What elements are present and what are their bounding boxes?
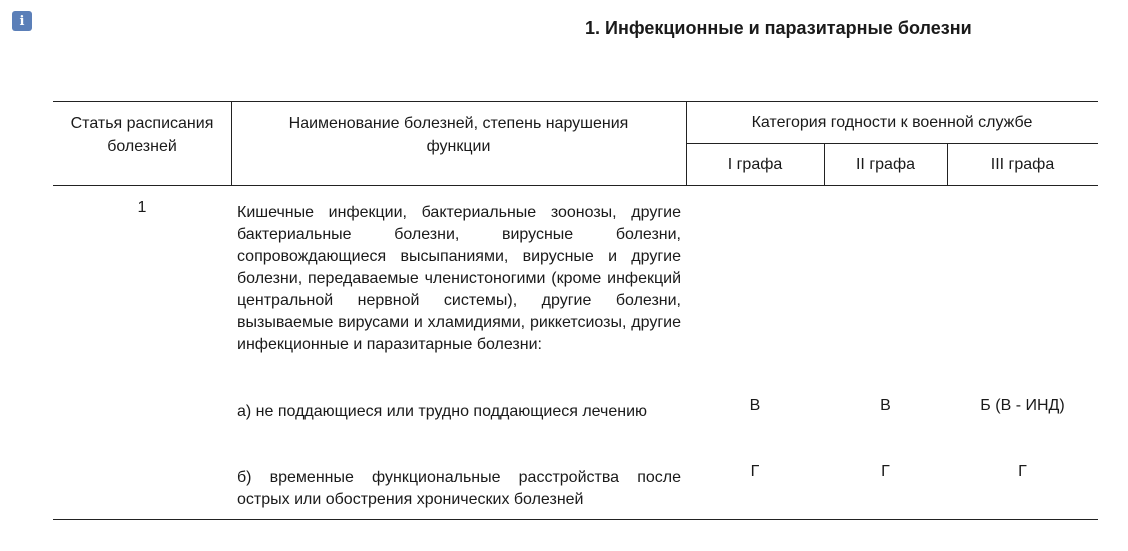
item-b-col-3: Г [1018,463,1027,480]
table-top-border [53,101,1098,102]
header-category: Категория годности к военной службе [751,114,1033,131]
header-col-1: I графа [727,156,783,173]
page-title: 1. Инфекционные и паразитарные болезни [585,18,972,38]
item-a-col-3: Б (В - ИНД) [980,397,1065,414]
item-b-text: б) временные функциональные расстройства после острых или обострения хронических болезней [237,469,681,508]
header-name-line-2: функции [426,138,491,155]
header-article [53,112,231,158]
item-b-col-1: Г [750,463,760,480]
header-name [231,112,686,158]
header-article-line-1: Статья расписания [70,115,214,132]
item-b-col-2: Г [881,463,890,480]
header-col-2: II графа [855,156,916,173]
disease-description: Кишечные инфекции, бактериальные зоонозы, другие бактериальные болезни, вирусные болезни, сопровождающиеся высыпаниями, вирусные и другие болезни, передаваемые членистоногими (кроме инфекций центральной нервной системы), другие болезни, вызываемые вирусами и хламидиями, риккетсиозы, другие инфекционные и паразитарные болезни: [237,204,681,353]
header-bottom-border [53,185,1098,186]
header-col-3: III графа [990,156,1055,173]
item-a-text: а) не поддающиеся или трудно поддающиеся лечению [237,403,648,420]
item-a-col-1: В [749,397,761,414]
header-name-line-1: Наименование болезней, степень нарушения [288,115,629,132]
category-divider [686,143,1098,144]
item-a-col-2: В [880,397,891,414]
info-icon[interactable]: i [12,11,32,31]
header-article-line-2: болезней [107,138,177,155]
article-number: 1 [137,199,147,216]
table-bottom-border [53,519,1098,520]
